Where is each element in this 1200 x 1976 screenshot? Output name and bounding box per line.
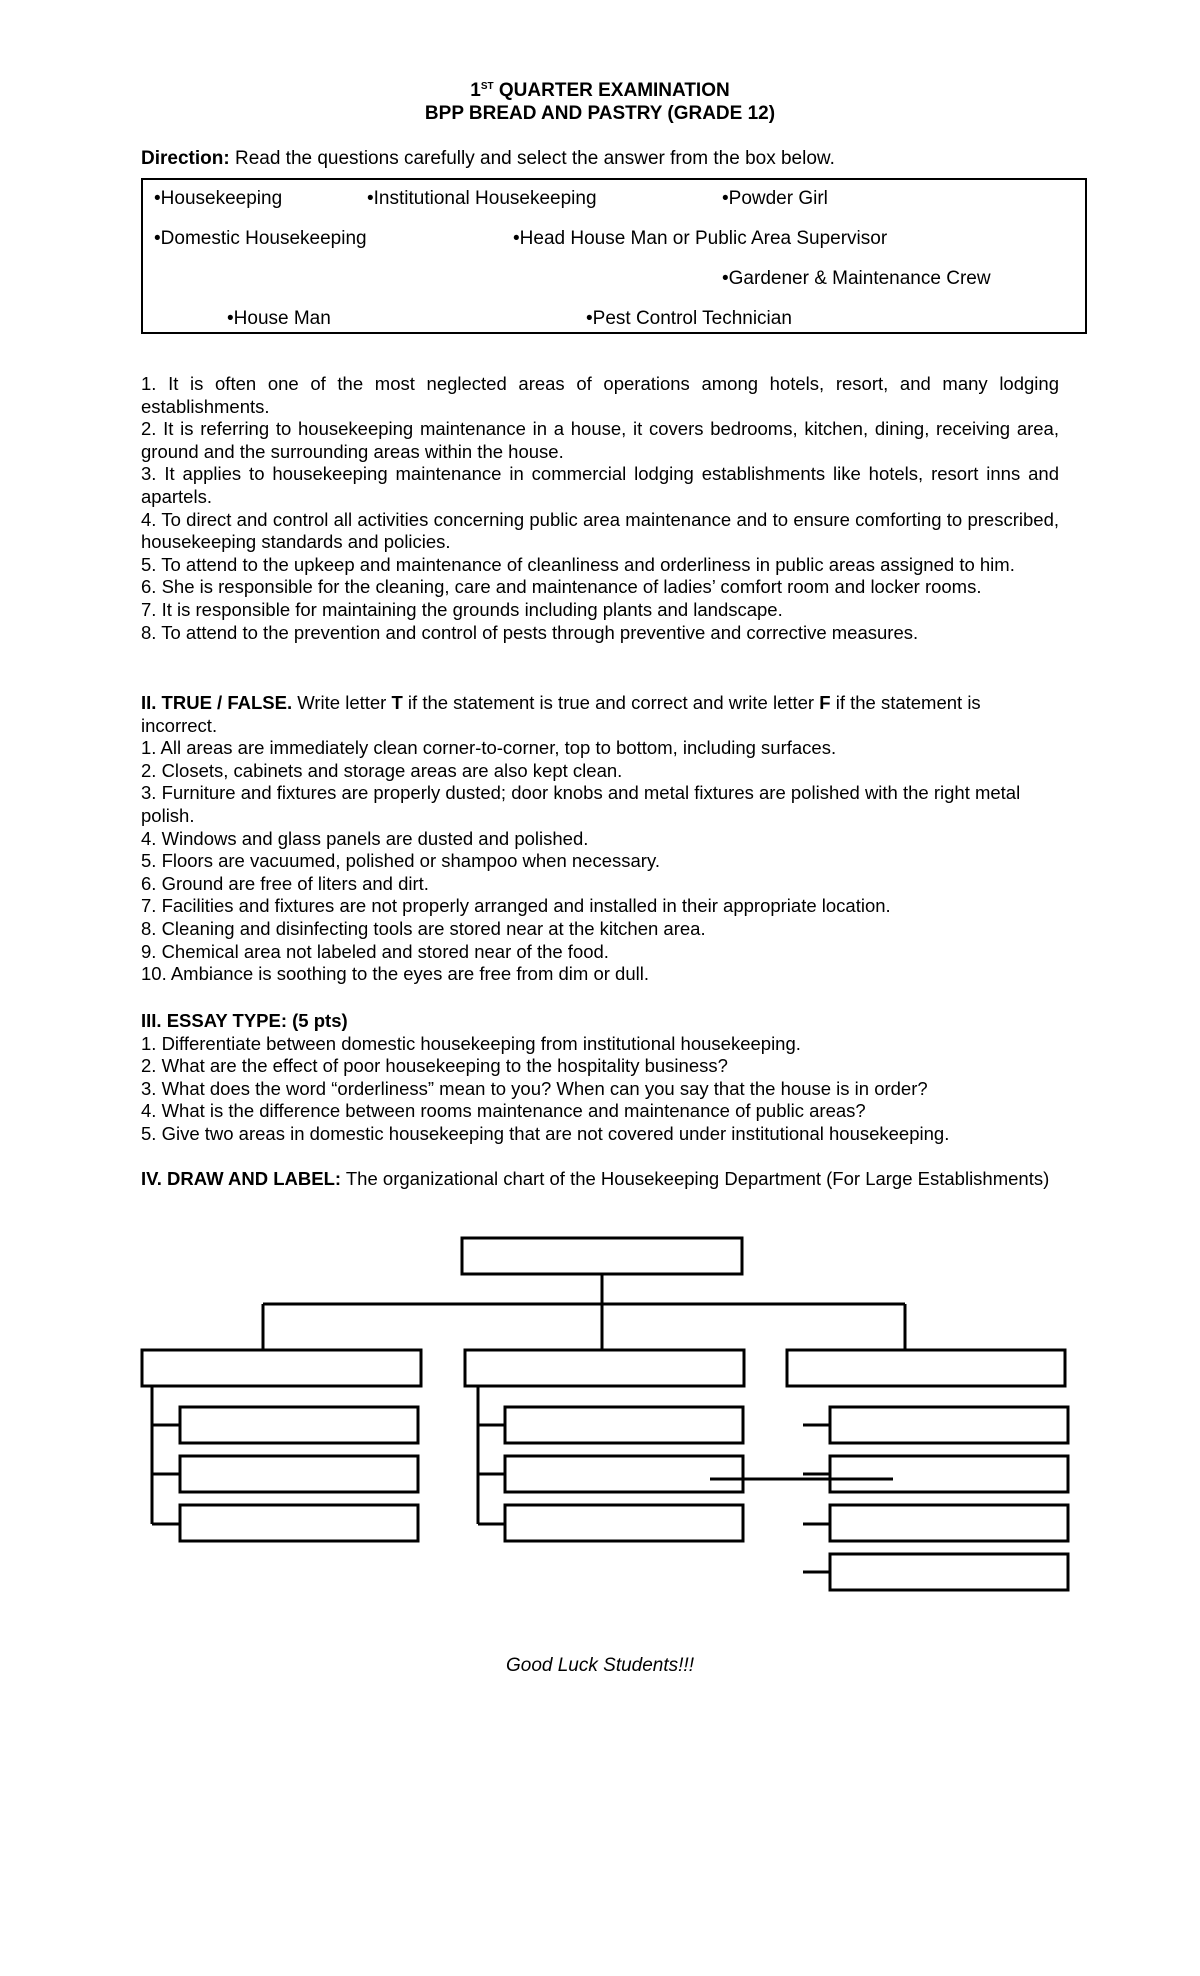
tf-item: 9. Chemical area not labeled and stored near of the food. [141, 940, 609, 962]
tf-item: 1. All areas are immediately clean corner-to-corner, top to bottom, including surfaces. [141, 737, 837, 759]
org-box-left-3 [180, 1505, 418, 1541]
tf-item: 8. Cleaning and disinfecting tools are stored near at the kitchen area. [141, 917, 706, 939]
part2-instructions: II. TRUE / FALSE. Write letter T if the statement is true and correct and write letter F if the statement is incorrect. [141, 692, 981, 736]
choice-housekeeping: •Housekeeping [154, 188, 283, 209]
essay-item: 1. Differentiate between domestic housekeeping from institutional housekeeping. [141, 1032, 801, 1054]
org-box-left-2 [180, 1456, 418, 1492]
essay-item: 4. What is the difference between rooms maintenance and maintenance of public areas? [141, 1100, 866, 1122]
tf-item: 2. Closets, cabinets and storage areas are also kept clean. [141, 759, 623, 781]
org-box-level2-left [142, 1350, 421, 1386]
org-box-right-1 [830, 1407, 1068, 1443]
choice-house-man: •House Man [227, 308, 331, 329]
choice-gardener: •Gardener & Maintenance Crew [722, 268, 991, 289]
tf-item: 5. Floors are vacuumed, polished or shampoo when necessary. [141, 850, 660, 872]
direction-line: Direction: Read the questions carefully and select the answer from the box below. [141, 148, 835, 169]
essay-item: 2. What are the effect of poor housekeeping to the hospitality business? [141, 1055, 728, 1077]
question-item: 8. To attend to the prevention and control of pests through preventive and corrective measures. [141, 621, 919, 643]
choice-domestic-housekeeping: •Domestic Housekeeping [154, 228, 367, 249]
org-box-right-3 [830, 1505, 1068, 1541]
tf-item: 7. Facilities and fixtures are not properly arranged and installed in their appropriate location. [141, 895, 891, 917]
question-item: 7. It is responsible for maintaining the grounds including plants and landscape. [141, 598, 783, 620]
choice-institutional-housekeeping: •Institutional Housekeeping [367, 188, 597, 209]
question-item: 5. To attend to the upkeep and maintenance of cleanliness and orderliness in public areas assigned to him. [141, 553, 1015, 575]
exam-title: 1ST QUARTER EXAMINATION [470, 80, 730, 101]
tf-item: 6. Ground are free of liters and dirt. [141, 872, 429, 894]
choice-powder-girl: •Powder Girl [722, 188, 828, 209]
closing-message: Good Luck Students!!! [505, 1655, 694, 1676]
choice-head-house-man: •Head House Man or Public Area Supervisor [513, 228, 888, 249]
question-item: 6. She is responsible for the cleaning, care and maintenance of ladies’ comfort room and locker rooms. [141, 576, 982, 598]
org-box-level2-center [465, 1350, 744, 1386]
essay-item: 3. What does the word “orderliness” mean to you? When can you say that the house is in order? [141, 1077, 928, 1099]
choice-pest-control: •Pest Control Technician [586, 308, 792, 329]
part3-title: III. ESSAY TYPE: (5 pts) [141, 1010, 348, 1031]
tf-item: 4. Windows and glass panels are dusted and polished. [141, 827, 589, 849]
part4-instructions: IV. DRAW AND LABEL: The organizational chart of the Housekeeping Department (For Large Establishments) [141, 1168, 1050, 1189]
question-item: 4. To direct and control all activities concerning public area maintenance and to ensure comforting to prescribed, housekeeping standards and policies. [141, 508, 1059, 553]
tf-item: 10. Ambiance is soothing to the eyes are free from dim or dull. [141, 963, 649, 985]
org-box-center-1 [505, 1407, 743, 1443]
question-item: 1. It is often one of the most neglected areas of operations among hotels, resort, and many lodging establishments. [141, 373, 1059, 417]
tf-item: 3. Furniture and fixtures are properly dusted; door knobs and metal fixtures are polished with the right metal polish. [141, 782, 1021, 826]
org-box-top [462, 1238, 742, 1274]
question-item: 3. It applies to housekeeping maintenance in commercial lodging establishments like hotels, resort inns and apartels. [141, 463, 1059, 507]
org-box-right-2 [830, 1456, 1068, 1492]
essay-item: 5. Give two areas in domestic housekeeping that are not covered under institutional housekeeping. [141, 1122, 950, 1144]
org-box-level2-right [787, 1350, 1065, 1386]
exam-subject: BPP BREAD AND PASTRY (GRADE 12) [424, 103, 776, 124]
org-box-left-1 [180, 1407, 418, 1443]
org-box-center-3 [505, 1505, 743, 1541]
question-item: 2. It is referring to housekeeping maintenance in a house, it covers bedrooms, kitchen, dining, receiving area, ground and the surrounding areas within the house. [141, 418, 1059, 462]
org-box-center-2 [505, 1456, 743, 1492]
org-box-right-4 [830, 1554, 1068, 1590]
